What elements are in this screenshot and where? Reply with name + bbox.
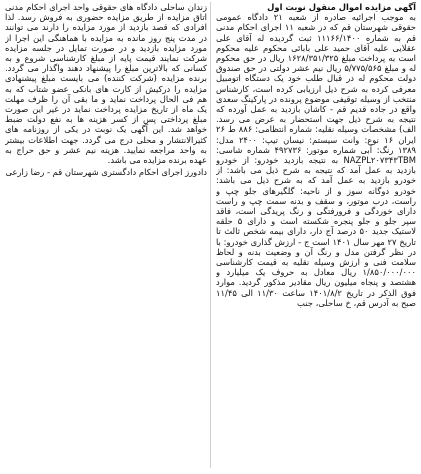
column-divider [210,2,211,468]
notice-signature: دادورز اجرای احکام دادگستری شهرستان قم - رضا زارعی [5,167,207,178]
notice-right-column [216,0,416,472]
notice-body-left: زندان ساحلی دادگاه های حقوقی واحد اجرای احکام مدنی اتاق مزایده از طریق مزایده حضوری به فروش رسد. لذا افرادی که قصد بازدید از مورد مزایده را دارند می توانند در مدت پنج روز مانده به مزایده با هماهنگی این اجرا از مورد مزایده بازدید و در صورت تمایل در جلسه مزایده شرکت نمایند قیمت پایه از مبلغ کارشناسی شروع و به کسانی که بالاترین مبلغ را پیشنهاد دهند واگذار می گردد. برنده مزایده (شرکت کننده) می بایست مبلغ پیشنهادی مزایده را درکیش از کارت های بانکی عضو شتاب که به هم فی الحال پرداخت نماید و ما بقی آن را ظرف مهلت یک ماه از تاریخ مزایده پرداخت نماید در غیر این صورت مبلغ پرداختی پس از کسر هزینه ها به نفع دولت ضبط خواهد شد. این آگهی یک نوبت در یکی از روزنامه های کثیرالانتشار و محلی درج می گردد. جهت اطلاعات بیشتر به واحد مراجعه نمایید. هزینه نیم عشر و حق حراج به عهده برنده مزایده می باشد. [5,2,207,166]
notice-title: آگهی مزایده اموال منقول نوبت اول [267,2,416,12]
notice-left-column [5,0,207,472]
notice-body-right: به موجب اجرائیه صادره از شعبه ۲۱ دادگاه عمومی حقوقی شهرستان قم که در شعبه ۱۱ اجرای احکام مدنی قم به شماره ۱۱۱۶۶/۱۴۰۰ ثبت گردیده له آقای علی عقلایی علیه آقای حمید علی بابائی محکوم علیه محکوم است به پرداخت مبلغ ۱۶۲۸/۳۵۱/۳۲۵ ریال در حق محکوم له و مبلغ ۵/۷۷۵/۵۶۵ ریال نیم عشر دولتی در حق صندوق دولت محکوم له در قبال طلب خود یک دستگاه اتومبیل معرفی کرده به شرح ذیل ارزیابی کرده است، کارشناس منتخب از وسیله توقیفی موضوع پرونده در پارکینگ سعدی واقع در جاده قدیم قم - کاشان بازدید به عمل آورده که نتیجه به شرح ذیل جهت استحضار به عرض می رسد. الف) مشخصات وسیله نقلیه: شماره انتظامی: ۸۸۶ ط ۲۶ ایران ۱۶ نوع: وانت سیستم: نیسان تیپ: ۲۴۰۰ مدل: ۱۳۸۹ رنگ: آبی شماره موتور: ۴۹۲۷۳۶ شماره شاسی: NAZPL۲۰۷۳۴۳TBM به نتیجه بازدید خودرو: از خودرو بازدید به عمل آمد که نتیجه به شرح ذیل می باشد: از خودرو بازدید به عمل آمد که به شرح ذیل می باشد: خودرو دوگانه سوز و از ناحیه: گلگیرهای جلو چپ و راست، درب موتور، و سقف و بدنه سمت چپ و راست دارای خوردگی و فرورفتگی و رنگ پریدگی است، فاقد سپر جلو و جلو پنجره شکسته است و دارای ۵ حلقه لاستیک جدید ۵۰ درصد آج دار، دارای بیمه شخص ثالث تا تاریخ ۲۷ مهر سال ۱۴۰۱ است ج - ارزش گذاری خودرو: با در نظر گرفتن مدل و رنگ آن و وضعیت بدنه و لحاظ سلامت فنی و ارزش وسیله نقلیه به قیمت کارشناسی ۱/۸۵۰/۰۰۰/۰۰۰ ریال معادل به حروف یک میلیارد و هشتصد و پنجاه میلیون ریال مقادیر مذکور گردید. موارد فوق الذکر در تاریخ ۱۴۰۱/۸/۲ ساعت ۱۱/۳۰ الی ۱۱/۴۵ صبح به آدرس قم، خ ساحلی، جنب [216,12,416,308]
